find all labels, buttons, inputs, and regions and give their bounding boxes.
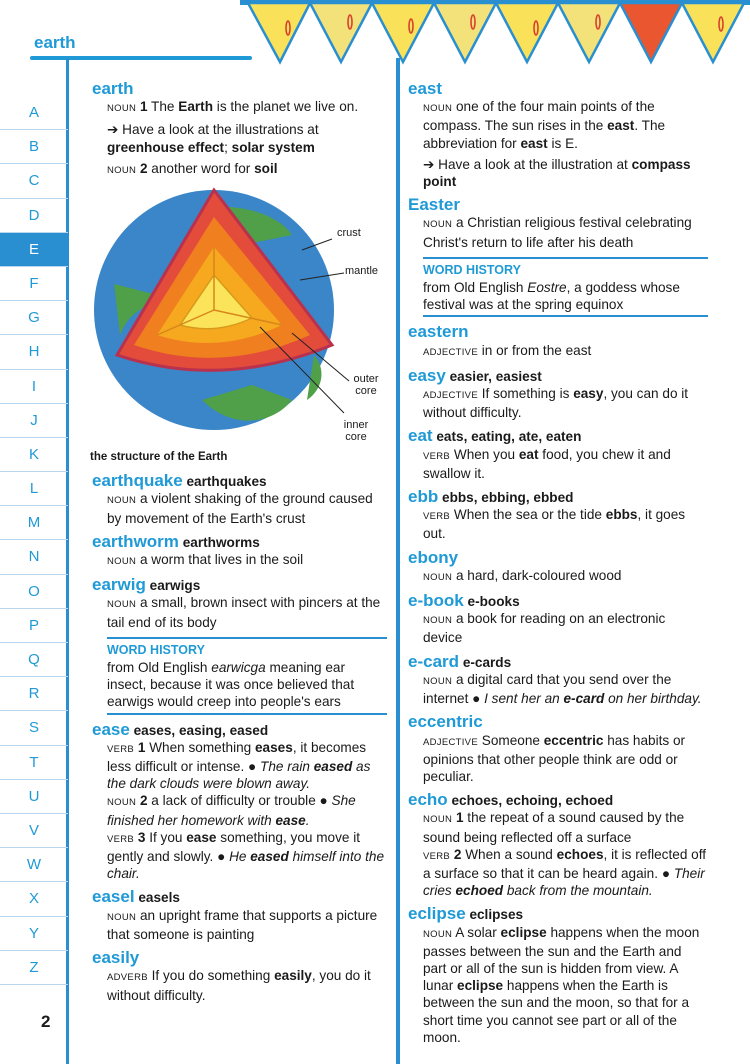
definition: ADJECTIVE Someone eccentric has habits or opinions that other people think are odd or peculiar. (423, 732, 686, 784)
guide-word: earth (34, 33, 76, 52)
headword: ebony (408, 547, 459, 567)
headword: east (408, 79, 443, 98)
entry-easily (92, 949, 387, 1004)
index-letter-h: H (0, 335, 68, 369)
index-letter-n: N (0, 540, 68, 574)
index-letter-g: G (0, 301, 68, 335)
headword: eccentric (408, 712, 483, 732)
entry-earthquake: earthquake earthquakes NOUN a violent shaking of the ground caused by movement of the Earth's crust (92, 472, 387, 527)
entry-easy: easy easier, easiest ADJECTIVE If something is easy, you can do it without difficulty. (408, 367, 708, 422)
definition: VERB 1 When something eases, it becomes less difficult or intense. ● The rain eased as the dark clouds were blown away. (107, 739, 371, 792)
entry-easel: easel easels NOUN an upright frame that supports a picture that someone is painting (92, 888, 387, 943)
definition: NOUN a Christian religious festival celebrating Christ's return to life after his death (423, 215, 692, 250)
word-history-box: WORD HISTORY from Old English Eostre, a goddess whose festival was at the spring equinox (423, 257, 708, 318)
headword: e-book (408, 591, 464, 611)
entry-eclipse: eclipse eclipses NOUN A solar eclipse happens when the moon passes between the sun and the Earth and part or all of the sun is hidden from view. A lunar eclipse happens when the Earth is between the sun and the moon, so that for a short time you cannot see part or all of the moon. (408, 905, 708, 1046)
definition: NOUN a violent shaking of the ground caused by movement of the Earth's crust (107, 491, 373, 526)
entry-eccentric (408, 713, 708, 785)
index-letter-d: D (0, 199, 68, 233)
definition: NOUN a worm that lives in the soil (107, 552, 304, 568)
definition: NOUN an upright frame that supports a picture that someone is painting (107, 907, 378, 942)
definition: VERB 2 When a sound echoes, it is reflected off a surface so that it can be heard again. ● Their cries echoed back from the mountain. (423, 846, 707, 899)
definition: VERB 3 If you ease something, you move it gently and slowly. ● He eased himself into the chair. (107, 829, 385, 882)
cross-reference: ➔ Have a look at the illustrations at greenhouse effect; solar system (107, 122, 319, 155)
header-rule (30, 56, 252, 60)
headword: eat (408, 426, 433, 446)
index-letter-t: T (0, 746, 68, 780)
entry-ebb: ebb ebbs, ebbing, ebbed VERB When the sea or the tide ebbs, it goes out. (408, 488, 708, 543)
index-letter-j: J (0, 404, 68, 438)
column-left (92, 80, 387, 1010)
index-letter-a: A (0, 96, 68, 130)
index-letter-o: O (0, 575, 68, 609)
definition: NOUN a small, brown insect with pincers at the tail end of its body (107, 595, 381, 630)
definition: ADJECTIVE in or from the east (423, 342, 592, 358)
headword: earth (92, 79, 134, 98)
index-letter-s: S (0, 711, 68, 745)
index-letter-i: I (0, 370, 68, 404)
index-letter-q: Q (0, 643, 68, 677)
definition: VERB When you eat food, you chew it and swallow it. (423, 446, 671, 481)
index-letter-m: M (0, 506, 68, 540)
figure-caption: the structure of the Earth (90, 451, 228, 464)
entry-eastern (408, 323, 708, 360)
index-letter-u: U (0, 780, 68, 814)
entry-eat: eat eats, eating, ate, eaten VERB When you eat food, you chew it and swallow it. (408, 427, 708, 482)
definition: NOUN 1 the repeat of a sound caused by the sound being reflected off a surface (423, 810, 685, 845)
entry-easter (408, 196, 708, 317)
earth-structure-illustration (92, 185, 387, 447)
entry-earthworm: earthworm earthworms NOUN a worm that lives in the soil (92, 533, 387, 570)
entry-east (408, 80, 708, 190)
headword: e-card (408, 651, 460, 671)
definition: VERB When the sea or the tide ebbs, it goes out. (423, 507, 686, 542)
word-history-title: WORD HISTORY (107, 642, 205, 657)
headword: earwig (92, 575, 146, 595)
cross-reference: ➔ Have a look at the illustration at compass point (423, 156, 691, 190)
index-letter-p: P (0, 609, 68, 643)
headword: earthworm (92, 531, 179, 551)
column-right (408, 80, 708, 1052)
index-letter-r: R (0, 677, 68, 711)
index-letter-e: E (0, 233, 68, 267)
definition: NOUN 1 The Earth is the planet we live on. (107, 99, 359, 115)
definition: NOUN a hard, dark-coloured wood (423, 567, 622, 583)
headword: easy (408, 365, 446, 385)
headword: Easter (408, 195, 460, 215)
column-gutter (396, 58, 400, 1064)
headword: easel (92, 887, 135, 907)
label-outer-core: outer core (353, 373, 379, 398)
label-mantle: mantle (345, 265, 379, 278)
index-letter-b: B (0, 130, 68, 164)
index-letter-w: W (0, 848, 68, 882)
entry-ease: ease eases, easing, eased VERB 1 When something eases, it becomes less difficult or intense. ● The rain eased as the dark clouds were blown away. NOUN 2 a lack of difficulty or trouble ● She finished her homework with ease. VERB 3 If you ease something, you move it gently and slowly. ● He eased himself into the chair. (92, 721, 387, 883)
earth-structure-figure (92, 185, 387, 447)
index-letter-y: Y (0, 917, 68, 951)
index-letter-k: K (0, 438, 68, 472)
bunting-decoration (240, 0, 750, 66)
entry-earth (92, 80, 387, 179)
entry-ecard: e-card e-cards NOUN a digital card that you send over the internet ● I sent her an e-card on her birthday. (408, 653, 708, 708)
entry-echo: echo echoes, echoing, echoed NOUN 1 the repeat of a sound caused by the sound being reflected off a surface VERB 2 When a sound echoes, it is reflected off a surface so that it can be heard again. ● Their cries echoed back from the mountain. (408, 790, 707, 899)
index-letter-f: F (0, 267, 68, 301)
definition: NOUN a digital card that you send over the internet ● I sent her an e-card on her birthday. (423, 671, 702, 707)
headword: eastern (408, 322, 469, 342)
definition: ADVERB If you do something easily, you do it without difficulty. (107, 968, 371, 1003)
alphabet-index (0, 96, 68, 985)
page-number: 2 (41, 1012, 51, 1031)
word-history-title: WORD HISTORY (423, 262, 521, 277)
word-history-box: WORD HISTORY from Old English earwicga meaning ear insect, because it was once believed that earwigs would creep into people's ears (107, 637, 387, 715)
label-crust: crust (337, 227, 361, 240)
headword: easily (92, 948, 140, 968)
label-inner-core: inner core (343, 419, 369, 444)
headword: ease (92, 719, 130, 739)
headword: ebb (408, 487, 439, 507)
definition: ADJECTIVE If something is easy, you can do it without difficulty. (423, 386, 689, 421)
definition: NOUN a book for reading on an electronic device (423, 611, 666, 646)
index-letter-l: L (0, 472, 68, 506)
entry-ebony (408, 549, 708, 586)
arrow-icon: ➔ (107, 122, 119, 138)
arrow-icon: ➔ (423, 156, 435, 172)
headword: earthquake (92, 471, 183, 491)
index-letter-v: V (0, 814, 68, 848)
entry-earwig: earwig earwigs NOUN a small, brown insect with pincers at the tail end of its body WORD HISTORY from Old English earwicga meaning ear insect, because it was once believed that earwigs would creep into people's ears (92, 576, 387, 714)
index-letter-x: X (0, 882, 68, 916)
definition: NOUN 2 another word for soil (107, 160, 278, 176)
index-letter-z: Z (0, 951, 68, 985)
definition: NOUN 2 a lack of difficulty or trouble ● She finished her homework with ease. (107, 793, 356, 828)
definition: NOUN A solar eclipse happens when the moon passes between the sun and the Earth and part or all of the sun is hidden from view. A lunar eclipse happens when the Earth is between the sun and the moon, so that for a short time you cannot see part or all of the moon. (423, 924, 700, 1045)
headword: echo (408, 790, 448, 810)
index-letter-c: C (0, 164, 68, 198)
headword: eclipse (408, 904, 466, 924)
definition: NOUN one of the four main points of the compass. The sun rises in the east. The abbreviation for east is E. (423, 99, 666, 151)
entry-ebook: e-book e-books NOUN a book for reading on an electronic device (408, 592, 708, 647)
